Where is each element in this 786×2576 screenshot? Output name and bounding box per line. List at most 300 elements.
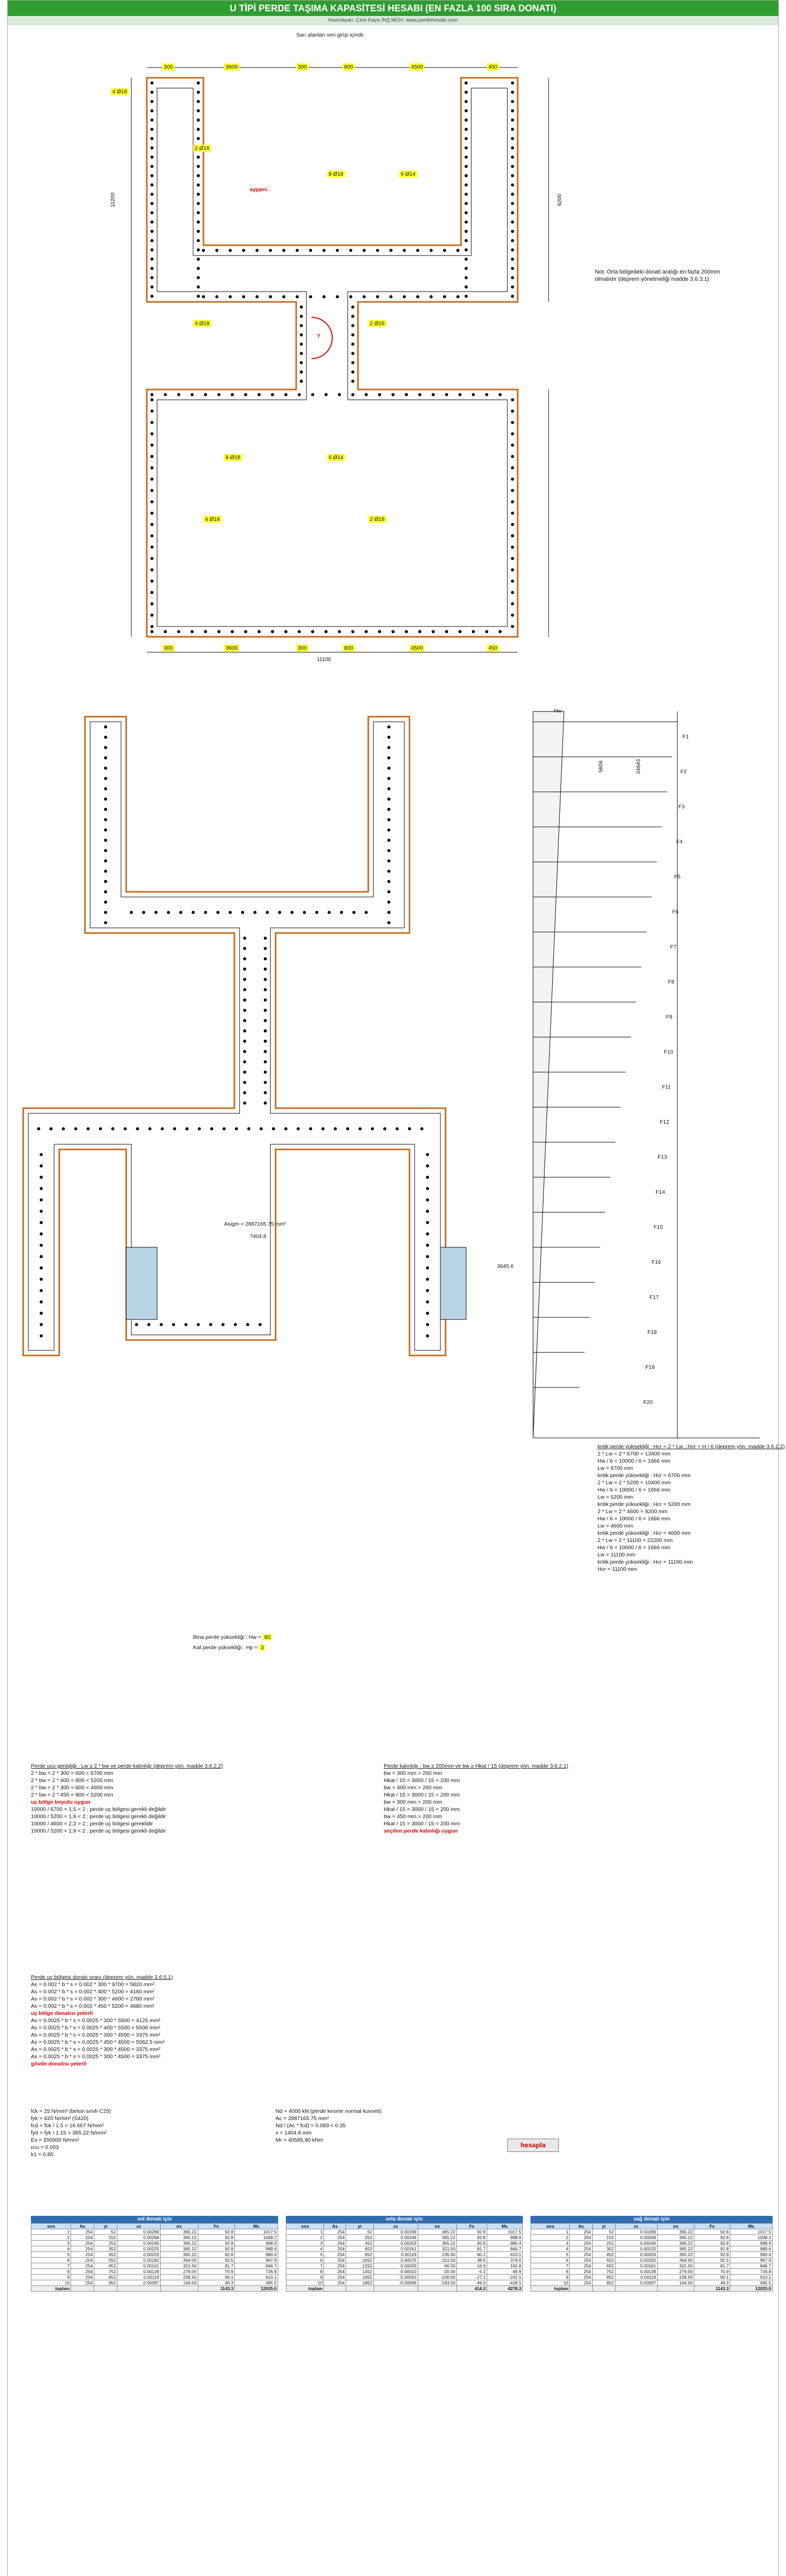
rebar-dot xyxy=(150,432,153,435)
check-row: fyd = fyk / 1.15 = 365.22 N/mm² xyxy=(31,2130,107,2136)
table-cell: 92.8 xyxy=(457,2235,487,2241)
rebar-dot xyxy=(197,193,200,196)
rebar-dot xyxy=(150,81,153,84)
rebar-dot xyxy=(104,746,107,749)
table-sum-row xyxy=(31,2286,278,2292)
rebar-dot xyxy=(511,221,514,224)
check-row: bw = 300 mm > 200 mm xyxy=(384,1799,442,1805)
table-cell: 846.7 xyxy=(235,2263,278,2269)
table-cell: 0.00289 xyxy=(117,2229,161,2235)
check-row: 2 * bw = 2 * 300 = 600 < 6700 mm xyxy=(31,1770,113,1776)
table-header: εs xyxy=(373,2224,418,2229)
table-cell: 254 xyxy=(324,2258,346,2263)
rebar-dot xyxy=(311,393,314,396)
rebar-dot xyxy=(104,725,107,728)
table-row xyxy=(531,2280,773,2286)
rebar-dot xyxy=(150,183,153,187)
rebar-dot xyxy=(150,580,153,583)
rebar-dot xyxy=(272,1127,275,1130)
section-load-label: Asigm = 2887165.75 mm² xyxy=(224,1221,286,1227)
check-row: Mr = 40585,90 kNm xyxy=(276,2137,323,2143)
table-cell: 365.22 xyxy=(657,2252,694,2258)
rebar-dot xyxy=(426,1278,429,1281)
table-header: yi xyxy=(592,2224,615,2229)
rebar-dot xyxy=(351,343,354,346)
table-cell xyxy=(160,2286,198,2292)
table-cell: 852 xyxy=(346,2252,373,2258)
rebar-dot xyxy=(229,911,232,914)
check-row: kritik perde yüksekliği : Hcr = 11100 mm xyxy=(597,1559,693,1565)
table-cell: 92.8 xyxy=(457,2241,487,2246)
table-cell: 967.9 xyxy=(730,2258,772,2263)
rebar-dot xyxy=(387,725,390,728)
table-cell: 254 xyxy=(324,2246,346,2252)
rebar-dot xyxy=(408,1127,411,1130)
table-cell: 236.50 xyxy=(657,2275,694,2280)
rebar-dot xyxy=(150,146,153,149)
rebar-dot xyxy=(300,306,303,309)
table-cell: 365.22 xyxy=(160,2252,198,2258)
table-cell: 236.50 xyxy=(160,2275,198,2280)
rebar-dot xyxy=(40,1176,43,1179)
rebar-dot xyxy=(202,295,205,298)
rebar-dot xyxy=(234,1323,237,1326)
checks-right: kritik perde yüksekliği : Hcr = 2 * Lw ; Hcr = H / 6 (deprem yön. madde 3.6.2.2) 2 * Lw = 2 * 6700 = 13400 mm Hw / 6 = 10000 / 6 = 1666 mm Lw = 6700 mm kritik perde yüksekliği : Hcr = 6700 mm 2 * Lw = 2 * 5200 = 10400 mm Hw / 6 = 10000 / 6 = 1666 mm Lw = 5200 mm kritik perde yüksekliği : Hcr = 5200 mm 2 * Lw = 2 * 4600 = 9200 mm Hw / 6 = 10000 / 6 = 1666 mm Lw = 4600 mm kritik perde yüksekliği : Hcr = 4600 mm 2 * Lw = 2 * 11100 = 22200 mm Hw / 6 = 10000 / 6 = 1666 mm Lw = 11100 mm kritik perde yüksekliği : Hcr = 11100 mm Hcr = 11100 mm xyxy=(597,1444,785,1572)
table-row xyxy=(31,2280,278,2286)
table-cell: 1143.3 xyxy=(694,2286,730,2292)
check-row: Lw = 5200 mm xyxy=(597,1494,634,1500)
rebar-dot xyxy=(243,968,246,971)
rebar-dot xyxy=(247,1127,250,1130)
rebar-dot xyxy=(387,746,390,749)
table-cell: 365.22 xyxy=(418,2235,457,2241)
rebar-dot xyxy=(284,393,287,396)
rebar-dot xyxy=(40,1198,43,1201)
check-row: 2 * bw = 2 * 300 = 600 < 4600 mm xyxy=(31,1785,113,1791)
rebar-dot xyxy=(204,911,207,914)
rebar-dot xyxy=(351,380,354,383)
rebar-dot xyxy=(376,249,379,252)
table-cell: 2 xyxy=(531,2235,570,2241)
rebar-dot xyxy=(259,1323,262,1326)
rebar-dot xyxy=(322,249,326,252)
elevation-load-label: F6 xyxy=(672,909,679,915)
rebar-dot xyxy=(164,630,167,633)
rebar-dot xyxy=(264,937,267,940)
rebar-dot xyxy=(40,1334,43,1337)
elevation-load-label: F10 xyxy=(664,1049,674,1055)
table-cell: 254 xyxy=(570,2258,592,2263)
table-cell: 92.8 xyxy=(694,2229,730,2235)
rebar-dot xyxy=(387,849,390,852)
table-cell: 254 xyxy=(71,2280,94,2286)
rebar-dot xyxy=(298,393,301,396)
rebar-dot xyxy=(197,1323,200,1326)
table-header: εs xyxy=(117,2224,161,2229)
table-cell: 236.50 xyxy=(418,2252,457,2258)
table-cell: 452 xyxy=(346,2241,373,2246)
table-cell: 60.1 xyxy=(694,2275,730,2280)
table-cell: 1 xyxy=(531,2229,570,2235)
plan-dim-top: 450 xyxy=(487,63,499,71)
table-cell: 610.1 xyxy=(487,2252,522,2258)
rebar-dot xyxy=(365,393,368,396)
rebar-dot xyxy=(258,393,261,396)
checks-left: Perde ucu genişliği : Lw ≥ 2 * bw ve perde kalınlığı (deprem yön. madde 3.6.2.2) 2 * bw = 2 * 300 = 600 < 6700 mm 2 * bw = 2 * 400 = 800 < 5200 mm 2 * bw = 2 * 300 = 600 < 4600 mm 2 * bw = 2 * 450 = 900 < 5200 mm uç bölge boyutu uygun 10000 / 6700 = 1.5 < 2 ; perde uç bölgesi gerekli değildir 10000 / 5200 = 1.9 < 2 ; perde uç bölgesi gerekli değildir 10000 / 4600 = 2.2 > 2 ; perde uç bölgesi gereklidir 10000 / 5200 = 1.9 < 2 ; perde uç bölgesi gerekli değildir xyxy=(31,1762,299,1835)
table-header: yi xyxy=(94,2224,117,2229)
table-cell: 652 xyxy=(592,2263,615,2269)
rebar-dot xyxy=(300,324,303,327)
table-cell: 379.0 xyxy=(487,2258,522,2263)
rebar-dot xyxy=(150,276,153,279)
rebar-dot xyxy=(258,630,261,633)
rebar-dot xyxy=(197,248,200,251)
plan-dim-bottom: 4500 xyxy=(409,645,424,652)
plan-bar-label: 4 Ø18 xyxy=(111,88,129,95)
rebar-dot xyxy=(511,211,514,214)
calculate-button[interactable]: hesapla xyxy=(507,2139,559,2152)
rebar-dot xyxy=(511,248,514,251)
rebar-dot xyxy=(511,183,514,187)
rebar-dot xyxy=(40,1244,43,1247)
rebar-dot xyxy=(511,276,514,279)
table-cell: 952 xyxy=(592,2280,615,2286)
rebar-dot xyxy=(499,393,502,396)
table-cell: 1 xyxy=(286,2229,324,2235)
rebar-dot xyxy=(365,911,368,914)
rebar-dot xyxy=(135,1323,138,1326)
rebar-dot xyxy=(264,957,267,960)
check-row: Lw = 11100 mm xyxy=(597,1552,636,1558)
table-row xyxy=(531,2246,773,2252)
plan-side-note: Not: Orta bölgedeki donati aralığı en fazla 200mm olmalıdır (deprem yönetmeliği madde 3.6.3.1) xyxy=(595,269,720,282)
table-header: σs xyxy=(657,2224,694,2229)
rebar-dot xyxy=(445,393,448,396)
table-header: Ms xyxy=(487,2224,522,2229)
rebar-dot xyxy=(387,756,390,759)
rebar-dot xyxy=(465,91,468,94)
table-cell: 92.8 xyxy=(694,2246,730,2252)
rebar-dot xyxy=(150,156,153,159)
rebar-dot xyxy=(243,1019,246,1022)
elevation-load-label: F12 xyxy=(660,1119,670,1125)
table-cell: 1017.5 xyxy=(730,2229,772,2235)
checks-mid: Perde kalınlığı : bw ≥ 200mm ve bw ≥ Hkat / 15 (deprem yön. madde 3.6.2.1) bw = 300 mm > 200 mm Hkat / 15 = 3000 / 15 = 200 mm bw = 400 mm > 200 mm Hkat / 15 = 3000 / 15 = 200 mm bw = 300 mm > 200 mm Hkat / 15 = 3000 / 15 = 200 mm bw = 450 mm > 200 mm Hkat / 15 = 3000 / 15 = 200 mm seçilen perde kalınlığı uygun xyxy=(384,1762,652,1835)
table-cell: 254 xyxy=(71,2229,94,2235)
table-mid xyxy=(286,2216,523,2292)
table-right xyxy=(531,2216,773,2292)
rebar-dot xyxy=(426,1176,429,1179)
elevation-left-dim: 5606 xyxy=(597,760,604,773)
rebar-dot xyxy=(40,1312,43,1315)
rebar-dot xyxy=(387,839,390,842)
table-cell: 5 xyxy=(31,2252,71,2258)
table-cell: 9 xyxy=(286,2275,324,2280)
rebar-dot xyxy=(511,100,514,103)
rebar-dot xyxy=(511,602,514,605)
table-cell: 92.8 xyxy=(694,2241,730,2246)
rebar-dot xyxy=(40,1187,43,1190)
rebar-dot xyxy=(511,568,514,571)
table-cell: 254 xyxy=(324,2263,346,2269)
table-cell: 4 xyxy=(286,2246,324,2252)
rebar-dot xyxy=(255,249,259,252)
table-row xyxy=(286,2252,523,2258)
table-cell: 846.7 xyxy=(730,2263,772,2269)
table-cell: 495.5 xyxy=(235,2280,278,2286)
table-cell: 254 xyxy=(570,2280,592,2286)
rebar-dot xyxy=(511,546,514,549)
rebar-dot xyxy=(284,630,287,633)
table-cell: 92.8 xyxy=(198,2229,235,2235)
rebar-dot xyxy=(155,911,158,914)
rebar-dot xyxy=(150,295,153,298)
rebar-dot xyxy=(465,202,468,205)
rebar-dot xyxy=(192,911,195,914)
table-cell: 3 xyxy=(31,2241,71,2246)
rebar-dot xyxy=(351,630,354,633)
rebar-dot xyxy=(150,221,153,224)
rebar-dot xyxy=(511,432,514,435)
rebar-dot xyxy=(204,393,207,396)
table-cell: 254 xyxy=(324,2235,346,2241)
table-cell: 364.00 xyxy=(657,2258,694,2263)
rebar-dot xyxy=(150,118,153,122)
rebar-dot xyxy=(104,911,107,914)
table-cell: 0.00246 xyxy=(117,2241,161,2246)
rebar-dot xyxy=(351,324,354,327)
table-cell: 279.00 xyxy=(657,2269,694,2275)
check-row: 2 * Lw = 2 * 5200 = 10400 mm xyxy=(597,1480,671,1486)
table-cell: 980.4 xyxy=(730,2252,772,2258)
rebar-dot xyxy=(371,1127,374,1130)
elevation-title: Hw xyxy=(554,708,562,714)
table-row xyxy=(531,2263,773,2269)
plan-bar-label: 8 Ø18 xyxy=(224,454,242,461)
rebar-dot xyxy=(511,557,514,560)
table-cell: 726.8 xyxy=(730,2269,772,2275)
rebar-dot xyxy=(328,911,331,914)
table-cell: 352 xyxy=(94,2246,117,2252)
rebar-dot xyxy=(264,1019,267,1022)
table-cell: 0.00246 xyxy=(615,2241,657,2246)
table-cell: 967.9 xyxy=(235,2258,278,2263)
rebar-dot xyxy=(111,1127,114,1130)
table-cell: 365.22 xyxy=(418,2241,457,2246)
rebar-dot xyxy=(150,534,153,537)
rebar-dot xyxy=(426,1244,429,1247)
rebar-dot xyxy=(243,978,246,981)
elevation-load-label: F13 xyxy=(658,1154,668,1160)
rebar-dot xyxy=(416,249,419,252)
rebar-dot xyxy=(465,230,468,233)
rebar-dot xyxy=(426,1164,429,1167)
rebar-dot xyxy=(150,500,153,503)
rebar-dot xyxy=(387,870,390,873)
table-cell: 365.22 xyxy=(160,2241,198,2246)
rebar-dot xyxy=(426,1153,429,1156)
table-cell: -428.1 xyxy=(487,2280,522,2286)
rebar-dot xyxy=(465,285,468,289)
check-row: Hw / 6 = 10000 / 6 = 1666 mm xyxy=(597,1458,671,1464)
table-cell: 92.5 xyxy=(694,2258,730,2263)
plan-dim-top: 300 xyxy=(296,63,309,71)
table-cell: 279.00 xyxy=(160,2269,198,2275)
check-row: Nd / (Ac * fcd) = 0.083 < 0.35 xyxy=(276,2123,346,2129)
rebar-dot xyxy=(511,109,514,112)
rebar-dot xyxy=(465,156,468,159)
check-row: Hkat / 15 = 3000 / 15 = 200 mm xyxy=(384,1792,460,1798)
table-row xyxy=(286,2241,523,2246)
table-cell: 92.8 xyxy=(198,2235,235,2241)
table-cell: 10 xyxy=(31,2280,71,2286)
table-row xyxy=(31,2263,278,2269)
table-cell: 989.6 xyxy=(235,2246,278,2252)
table-cell: 365.22 xyxy=(657,2241,694,2246)
rebar-dot xyxy=(191,393,194,396)
rebar-dot xyxy=(209,1323,212,1326)
rebar-dot xyxy=(420,1127,423,1130)
rebar-dot xyxy=(269,249,272,252)
rebar-dot xyxy=(130,911,133,914)
table-cell: 12025.0 xyxy=(235,2286,278,2292)
table-row xyxy=(286,2275,523,2280)
check-row: Hw / 6 = 10000 / 6 = 1666 mm xyxy=(597,1487,671,1493)
rebar-dot xyxy=(300,361,303,364)
rebar-dot xyxy=(282,249,285,252)
check-row: 10000 / 6700 = 1.5 < 2 ; perde uç bölgesi gerekli değildir xyxy=(31,1806,166,1812)
table-cell: 252 xyxy=(346,2235,373,2241)
table-cell: 752 xyxy=(94,2269,117,2275)
rebar-dot xyxy=(124,1127,127,1130)
rebar-dot xyxy=(465,221,468,224)
rebar-dot xyxy=(150,174,153,177)
rebar-dot xyxy=(264,1091,267,1094)
rebar-dot xyxy=(387,736,390,739)
rebar-dot xyxy=(465,193,468,196)
rebar-dot xyxy=(511,165,514,168)
rebar-dot xyxy=(264,1071,267,1074)
table-cell: 0.00182 xyxy=(615,2258,657,2263)
table-cell: 552 xyxy=(94,2258,117,2263)
plan-dim-top: 300 xyxy=(162,63,175,71)
table-cell: 8 xyxy=(286,2269,324,2275)
table-header: σs xyxy=(160,2224,198,2229)
check-row: Hw / 6 = 10000 / 6 = 1666 mm xyxy=(597,1516,671,1522)
plan-drawing xyxy=(8,29,779,699)
table-cell: -46.9 xyxy=(487,2269,522,2275)
check-row: As = 0.0025 * b * s = 0.0025 * 300 * 5500 = 4125 mm² xyxy=(31,2018,161,2024)
table-cell xyxy=(117,2286,161,2292)
check-row: bw = 450 mm > 200 mm xyxy=(384,1814,442,1820)
table-cell xyxy=(71,2286,94,2292)
rebar-dot xyxy=(197,81,200,84)
rebar-dot xyxy=(465,100,468,103)
table-cell: 998.9 xyxy=(487,2235,522,2241)
table-row xyxy=(286,2280,523,2286)
table-cell: 4 xyxy=(31,2246,71,2252)
rebar-dot xyxy=(511,174,514,177)
rebar-dot xyxy=(465,109,468,112)
table-cell: 726.8 xyxy=(235,2269,278,2275)
rebar-dot xyxy=(179,911,182,914)
elevation-load-label: F16 xyxy=(652,1259,661,1265)
rebar-dot xyxy=(418,393,421,396)
table-cell: 6 xyxy=(31,2258,71,2263)
table-cell: 7 xyxy=(286,2263,324,2269)
rebar-dot xyxy=(244,393,247,396)
rebar-dot xyxy=(40,1300,43,1303)
rebar-dot xyxy=(104,859,107,862)
check-row: Hkat / 15 = 3000 / 15 = 200 mm xyxy=(384,1821,460,1827)
table-cell: 9 xyxy=(31,2275,71,2280)
table-cell: 652 xyxy=(94,2263,117,2269)
table-row xyxy=(531,2258,773,2263)
rebar-dot xyxy=(387,880,390,883)
rebar-dot xyxy=(465,267,468,270)
rebar-dot xyxy=(150,546,153,549)
rebar-dot xyxy=(315,911,318,914)
rebar-dot xyxy=(242,295,245,298)
table-cell: 194.00 xyxy=(657,2280,694,2286)
rebar-dot xyxy=(173,1127,176,1130)
rebar-dot xyxy=(351,361,354,364)
table-cell: -0.00053 xyxy=(373,2275,418,2280)
rebar-dot xyxy=(150,421,153,424)
table-cell: 252 xyxy=(592,2241,615,2246)
rebar-dot xyxy=(324,630,328,633)
table-cell: 0.00203 xyxy=(117,2252,161,2258)
rebar-dot xyxy=(197,156,200,159)
rebar-dot xyxy=(445,630,448,633)
rebar-dot xyxy=(150,267,153,270)
check-row: As = 0.0025 * b * s = 0.0025 * 400 * 5500 = 5500 mm² xyxy=(31,2025,161,2031)
table-cell: 9 xyxy=(531,2275,570,2280)
table-cell: 0.00097 xyxy=(615,2280,657,2286)
rebar-dot xyxy=(197,183,200,187)
rebar-dot xyxy=(150,625,153,628)
table-cell: 2 xyxy=(31,2235,71,2241)
elevation-load-label: F7 xyxy=(670,944,677,950)
rebar-dot xyxy=(40,1232,43,1235)
rebar-dot xyxy=(172,1323,175,1326)
table-cell: 1143.3 xyxy=(198,2286,235,2292)
table-cell: 151.50 xyxy=(418,2258,457,2263)
table-cell: 92.5 xyxy=(198,2258,235,2263)
table-cell: 6 xyxy=(531,2258,570,2263)
check-row: 2 * Lw = 2 * 6700 = 13400 mm xyxy=(597,1451,671,1457)
table-header: Fs xyxy=(457,2224,487,2229)
rebar-dot xyxy=(164,393,167,396)
elevation-load-label: F2 xyxy=(680,769,687,775)
rebar-dot xyxy=(197,285,200,289)
table-cell: -0.00010 xyxy=(373,2269,418,2275)
rebar-dot xyxy=(311,630,314,633)
table-cell: 254 xyxy=(71,2258,94,2263)
rebar-dot xyxy=(351,306,354,309)
table-cell: 752 xyxy=(592,2269,615,2275)
table-cell: 162.8 xyxy=(487,2263,522,2269)
table-cell: -20.00 xyxy=(418,2269,457,2275)
rebar-dot xyxy=(264,998,267,1002)
rebar-dot xyxy=(40,1164,43,1167)
rebar-dot xyxy=(177,630,180,633)
rebar-dot xyxy=(150,557,153,560)
table-sum-row xyxy=(286,2286,523,2292)
table-cell: 81.7 xyxy=(198,2263,235,2269)
table-header: sıra xyxy=(286,2224,324,2229)
table-cell: 254 xyxy=(71,2269,94,2275)
